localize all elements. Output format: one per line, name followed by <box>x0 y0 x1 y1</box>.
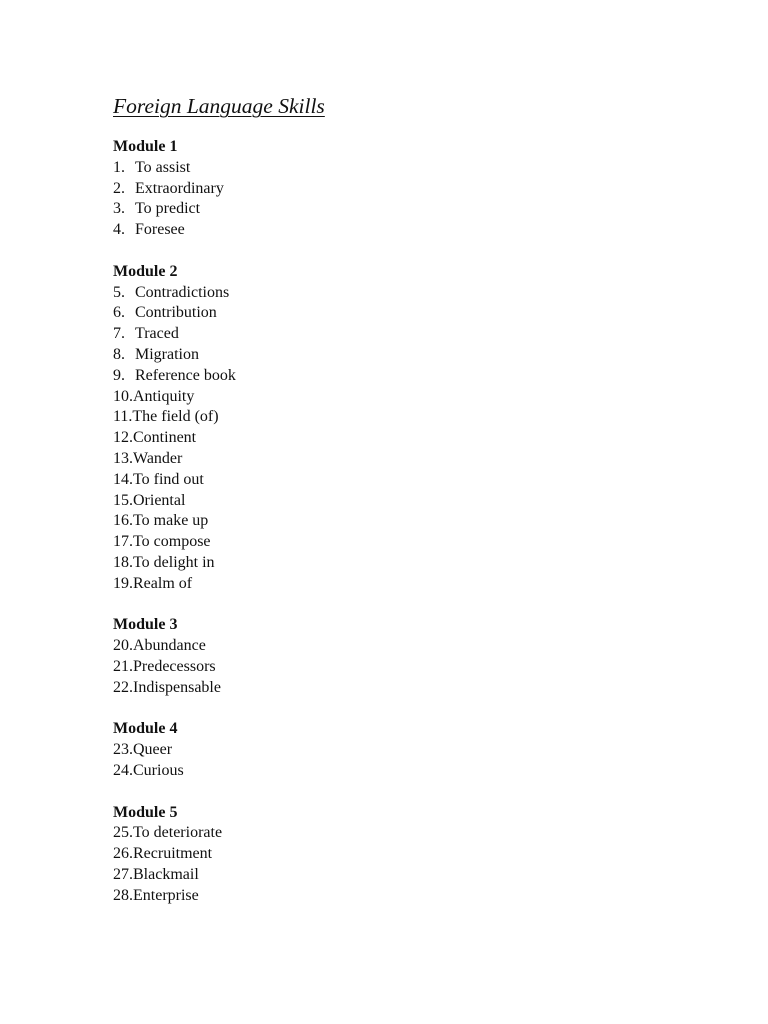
module-section <box>113 803 713 907</box>
item-text: Blackmail <box>133 865 199 883</box>
item-number: 12. <box>113 429 133 447</box>
item-number: 4. <box>113 221 125 239</box>
item-number: 14. <box>113 470 133 488</box>
vocabulary-item <box>113 220 713 241</box>
vocabulary-item <box>113 449 713 470</box>
item-number: 15. <box>113 491 133 509</box>
item-text: Indispensable <box>133 678 221 696</box>
item-text: Enterprise <box>133 886 199 904</box>
vocabulary-item <box>113 345 713 366</box>
item-text: To delight in <box>133 553 215 571</box>
vocabulary-item <box>113 283 713 304</box>
item-number: 2. <box>113 179 125 197</box>
module-heading: Module 4 <box>113 720 178 738</box>
vocabulary-item <box>113 865 713 886</box>
vocabulary-item <box>113 470 713 491</box>
item-number: 23. <box>113 741 133 759</box>
item-number: 24. <box>113 761 133 779</box>
item-text: To deteriorate <box>133 824 223 842</box>
item-number: 26. <box>113 845 133 863</box>
item-number: 10. <box>113 387 133 405</box>
module-heading: Module 3 <box>113 616 178 634</box>
vocabulary-item <box>113 179 713 200</box>
item-text: Traced <box>135 325 179 343</box>
vocabulary-item <box>113 553 713 574</box>
vocabulary-item <box>113 636 713 657</box>
module-section <box>113 719 713 781</box>
vocabulary-item <box>113 387 713 408</box>
item-text: Extraordinary <box>135 179 224 197</box>
vocabulary-item <box>113 158 713 179</box>
item-number: 8. <box>113 345 125 363</box>
vocabulary-item <box>113 407 713 428</box>
item-text: Contribution <box>135 304 217 322</box>
item-text: Wander <box>133 449 183 467</box>
item-number: 7. <box>113 325 125 343</box>
module-list <box>113 137 713 906</box>
vocabulary-item <box>113 740 713 761</box>
item-text: The field (of) <box>132 408 219 426</box>
item-number: 11. <box>113 408 133 426</box>
vocabulary-item <box>113 574 713 595</box>
item-number: 5. <box>113 283 125 301</box>
item-number: 1. <box>113 158 125 176</box>
item-text: Queer <box>133 741 173 759</box>
item-text: Contradictions <box>135 283 230 301</box>
vocabulary-item <box>113 678 713 699</box>
vocabulary-item <box>113 366 713 387</box>
item-text: Predecessors <box>133 657 216 675</box>
item-text: Abundance <box>133 637 206 655</box>
vocabulary-item <box>113 491 713 512</box>
item-text: Foresee <box>135 221 185 239</box>
item-text: Oriental <box>133 491 186 509</box>
module-heading: Module 1 <box>113 138 178 155</box>
item-text: Migration <box>135 345 199 363</box>
item-number: 6. <box>113 304 125 322</box>
item-number: 17. <box>113 533 133 551</box>
item-text: Continent <box>133 429 197 447</box>
item-number: 3. <box>113 200 125 218</box>
vocabulary-item <box>113 303 713 324</box>
vocabulary-item <box>113 532 713 553</box>
item-number: 9. <box>113 366 125 384</box>
vocabulary-item <box>113 886 713 907</box>
item-number: 22. <box>113 678 133 696</box>
vocabulary-item <box>113 428 713 449</box>
item-number: 19. <box>113 574 133 592</box>
vocabulary-item <box>113 324 713 345</box>
item-text: To find out <box>133 470 204 488</box>
item-text: To compose <box>133 533 211 551</box>
module-heading: Module 5 <box>113 803 178 821</box>
module-section <box>113 615 713 698</box>
module-section <box>113 137 713 241</box>
document-page <box>113 92 713 927</box>
item-number: 13. <box>113 449 133 467</box>
item-number: 18. <box>113 553 133 571</box>
item-text: Realm of <box>133 574 193 592</box>
item-number: 20. <box>113 637 133 655</box>
item-text: To assist <box>135 158 191 176</box>
item-text: Antiquity <box>133 387 195 405</box>
item-number: 21. <box>113 657 133 675</box>
item-text: Reference book <box>135 366 236 384</box>
vocabulary-item <box>113 823 713 844</box>
module-section <box>113 262 713 595</box>
vocabulary-item <box>113 511 713 532</box>
item-text: Recruitment <box>133 845 213 863</box>
vocabulary-item <box>113 844 713 865</box>
item-text: To make up <box>133 512 209 530</box>
vocabulary-item <box>113 761 713 782</box>
vocabulary-item <box>113 199 713 220</box>
document-title: Foreign Language Skills <box>113 94 325 118</box>
item-number: 25. <box>113 824 133 842</box>
item-number: 27. <box>113 865 133 883</box>
module-heading: Module 2 <box>113 262 178 280</box>
item-number: 28. <box>113 886 133 904</box>
item-text: Curious <box>133 761 184 779</box>
vocabulary-item <box>113 657 713 678</box>
item-number: 16. <box>113 512 133 530</box>
item-text: To predict <box>135 200 201 218</box>
